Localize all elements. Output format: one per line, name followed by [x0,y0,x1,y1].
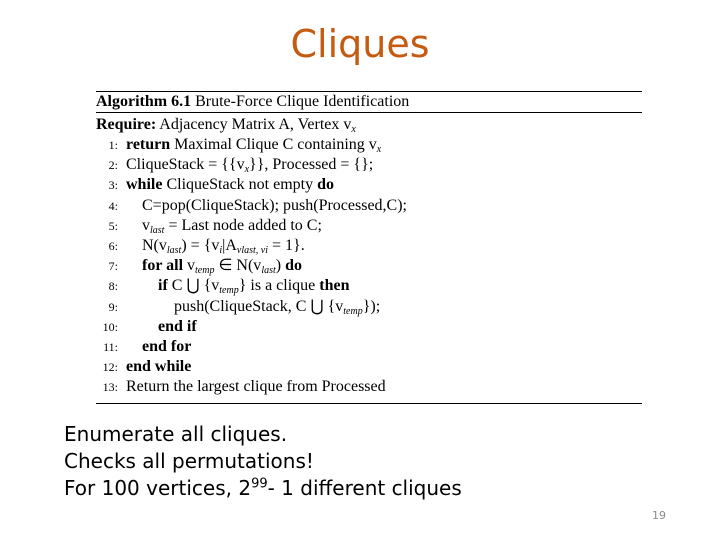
line-number: 2: [108,158,118,173]
line-code [142,337,191,357]
code-text: Return the largest clique from Processed [126,378,386,396]
keyword: return [126,136,171,153]
line-code [174,297,380,317]
code-subscript: temp [195,265,215,277]
algorithm-header-rule [96,112,642,113]
keyword: if [158,277,168,295]
keyword: end for [142,338,192,355]
code-text: }}, Processed = {}; [249,156,374,174]
line-code [142,256,302,276]
keyword: end while [126,358,192,376]
keyword: while [126,176,163,194]
code-text: |A [222,237,237,254]
line-code [158,276,350,296]
code-subscript: last [261,265,276,277]
code-text: v [142,216,150,234]
algorithm-header [96,92,409,112]
code-text: CliqueStack = {{v [126,156,245,174]
line-number: 3: [108,178,118,193]
code-text: C=pop(CliqueStack); push(Processed,C); [142,196,407,214]
code-subscript: x [244,164,250,176]
code-text: = 1}. [268,237,305,254]
bullet-exponent: 99 [251,476,268,492]
code-text: = Last node added to C; [164,216,322,234]
bullet-item: Enumerate all cliques. [64,422,288,446]
keyword: then [319,277,350,295]
code-subscript: x [376,144,382,155]
code-subscript: last [150,224,165,236]
algorithm-label: Algorithm 6.1 [96,93,192,110]
line-number: 13: [102,380,118,395]
line-number: 6: [108,239,118,253]
code-subscript: temp [343,305,363,317]
algorithm-require [96,115,356,135]
line-code [126,357,191,377]
code-text: push(CliqueStack, C ⋃ {v [174,297,344,315]
bullet-list [64,421,462,502]
code-text: CliqueStack not empty [166,176,314,194]
line-number: 8: [108,279,118,294]
keyword: do [317,176,335,194]
line-number: 11: [103,340,118,354]
code-text: }); [362,297,381,315]
line-number: 4: [108,198,118,213]
line-code [142,236,305,256]
line-code [126,377,386,397]
code-subscript: vlast, vi [236,245,269,256]
code-text: } is a clique [238,277,316,295]
algorithm-box [96,91,642,403]
bullet-suffix: - 1 different cliques [267,476,462,500]
line-number: 5: [108,218,118,233]
line-code [158,317,197,337]
line-number: 7: [108,259,118,274]
line-number: 12: [102,360,118,375]
line-code [142,196,407,216]
keyword: do [285,257,302,275]
line-number: 10: [102,319,118,334]
line-code [126,155,373,175]
code-text: ) = {v [181,237,220,254]
code-subscript: last [166,245,182,256]
keyword: for all [142,257,184,275]
keyword: end if [158,317,197,335]
require-sub: x [351,124,356,135]
code-text: C ⋃ {v [171,277,220,295]
code-subscript: i [219,245,223,256]
bullet-prefix: For 100 vertices, 2 [64,476,252,500]
page-number: 19 [652,509,666,522]
code-text: v [187,257,196,275]
require-text: Adjacency Matrix A, Vertex v [159,116,352,133]
code-subscript: temp [219,285,239,297]
line-code [142,216,322,236]
algorithm-name: Brute-Force Clique Identification [195,93,410,110]
bullet-item: Checks all permutations! [64,449,314,473]
line-number: 9: [108,299,118,314]
line-number: 1: [108,138,118,152]
code-text: N(v [142,237,167,254]
algorithm-bottom-rule [96,403,642,404]
line-code [126,135,381,155]
code-text: Maximal Clique C containing v [174,136,377,153]
bullet-item-count [64,475,462,502]
slide-title: Cliques [290,22,430,66]
code-text: ∈ N(v [214,257,262,275]
code-text: ) [275,257,282,275]
line-code [126,175,334,195]
require-keyword: Require: [96,116,157,133]
